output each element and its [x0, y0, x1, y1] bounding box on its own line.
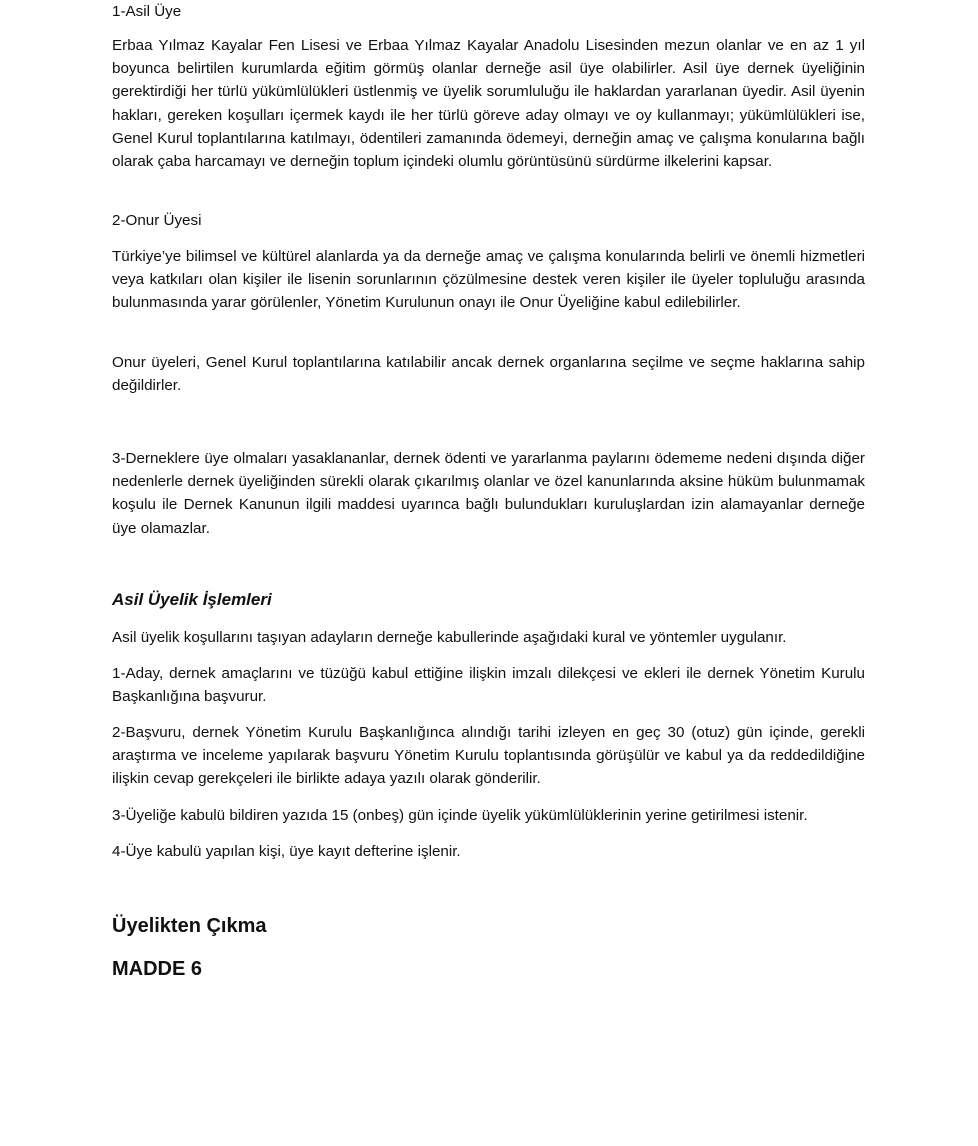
- islemler-intro-block: [112, 626, 865, 649]
- madde-6-heading: MADDE 6: [112, 958, 203, 980]
- list-item: 1-Aday, dernek amaçlarını ve tüzüğü kabul ettiğine ilişkin imzalı dilekçesi ve ekleri ile dernek Yönetim Kurulu Başkanlığına başvurur.: [112, 665, 865, 706]
- yasak-paragraph-block: [112, 447, 865, 540]
- islemler-item-3-block: [112, 804, 865, 827]
- list-item: 4-Üye kabulü yapılan kişi, üye kayıt defterine işlenir.: [112, 843, 461, 860]
- section-asil-uyelik-islemleri: [112, 589, 865, 611]
- onur-uyesi-paragraph-block: [112, 245, 865, 315]
- list-item: 3-Üyeliğe kabulü bildiren yazıda 15 (onbeş) gün içinde üyelik yükümlülüklerinin yerine getirilmesi istenir.: [112, 807, 808, 824]
- onur-uyesi-rights-paragraph: Onur üyeleri, Genel Kurul toplantılarına katılabilir ancak dernek organlarına seçilme ve seçme haklarına sahip değildirler.: [112, 354, 865, 395]
- onur-uyesi-rights-block: [112, 351, 865, 397]
- asil-uyelik-islemleri-heading: Asil Üyelik İşlemleri: [112, 590, 272, 609]
- section-uyelikten-cikma: [112, 913, 865, 939]
- list-item: 2-Başvuru, dernek Yönetim Kurulu Başkanlığınca alındığı tarihi izleyen en geç 30 (otuz) gün içinde, gerekli araştırma ve inceleme yapılarak başvuru Yönetim Kurulu toplantısında görüşülür ve kabul ya da reddedildiğine ilişkin cevap gerekçeleri ile birlikte adaya yazılı olarak gönderilir.: [112, 724, 865, 788]
- section-asil-uye: [112, 0, 865, 23]
- onur-uyesi-paragraph: Türkiye’ye bilimsel ve kültürel alanlarda ya da derneğe amaç ve çalışma konularında belirli ve önemli hizmetleri veya katkıları olan kişiler ile lisenin sorunlarının çözülmesine destek veren kişiler ile üyeler topluluğu arasında bulunmasında yarar görülenler, Yönetim Kurulunun onayı ile Onur Üyeliğine kabul edilebilirler.: [112, 248, 865, 312]
- membership-prohibition-paragraph: 3-Derneklere üye olmaları yasaklananlar, dernek ödenti ve yararlanma paylarını ödememe nedeni dışında diğer nedenlerle dernek üyeliğinden sürekli olarak çıkarılmış olanlar ve özel kanunlarında aksine hüküm bulunmamak koşulu ile Dernek Kanunun ilgili maddesi uyarınca bağlı bulundukları kuruluşlardan izin alamayanlar derneğe üye olamazlar.: [112, 450, 865, 537]
- onur-uyesi-title: 2-Onur Üyesi: [112, 212, 202, 229]
- islemler-item-4-block: [112, 840, 865, 863]
- uyelikten-cikma-heading: Üyelikten Çıkma: [112, 915, 267, 937]
- section-onur-uyesi: [112, 209, 865, 232]
- islemler-item-2-block: [112, 721, 865, 791]
- asil-uye-paragraph: Erbaa Yılmaz Kayalar Fen Lisesi ve Erbaa Yılmaz Kayalar Anadolu Lisesinden mezun olanlar ve en az 1 yıl boyunca belirtilen kurumlarda eğitim görmüş olanlar derneğe asil üye olabilirler. Asil üye dernek üyeliğinin gerektirdiği her türlü yükümlülükleri üstlenmiş ve üyelik sorumluluğu ile haklardan yararlanan üyedir. Asil üyenin hakları, gereken koşulları içermek kaydı ile her türlü göreve aday olmayı ve oy kullanmayı; yükümlülükleri ise, Genel Kurul toplantılarına katılmayı, ödentileri zamanında ödemeyi, derneğin amaç ve çalışma konularına bağlı olarak çaba harcamayı ve derneğin toplum içindeki olumlu görüntüsünü sürdürme ilkelerini kapsar.: [112, 37, 865, 171]
- asil-uye-title: 1-Asil Üye: [112, 3, 182, 20]
- islemler-intro-paragraph: Asil üyelik koşullarını taşıyan adayların derneğe kabullerinde aşağıdaki kural ve yöntemler uygulanır.: [112, 629, 787, 646]
- madde-6-block: [112, 956, 865, 982]
- asil-uye-paragraph-block: [112, 34, 865, 173]
- islemler-item-1-block: [112, 662, 865, 708]
